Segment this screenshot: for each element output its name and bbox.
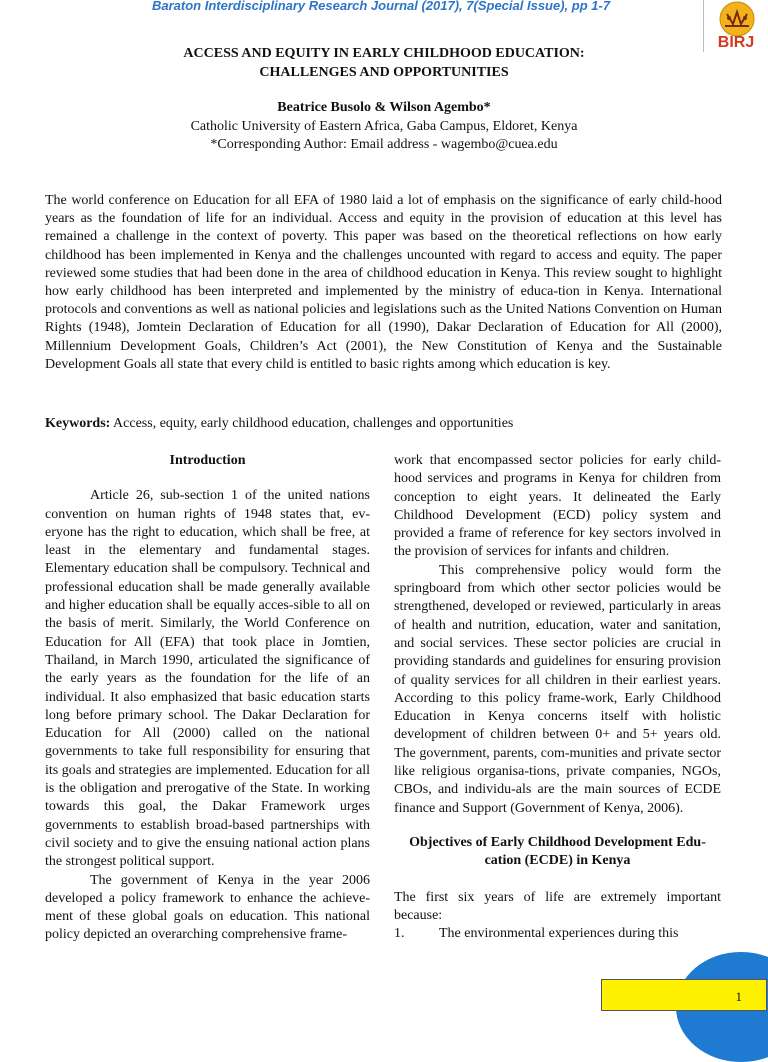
list-text: The environmental experiences during this — [439, 926, 679, 942]
paper-title — [90, 44, 678, 82]
left-column — [45, 452, 370, 945]
list-item — [394, 925, 721, 943]
list-number: 1. — [394, 926, 405, 942]
objectives-intro: The first six years of life are extremely important because: — [394, 889, 721, 923]
right-column — [394, 452, 721, 943]
intro-paragraph-1: Article 26, sub-section 1 of the united nations convention on human rights of 1948 states that, ev-eryone has the right to education, which shall be free, at least in the elementary and fundamental stages. Elementary education shall be compulsory. Technical and professional education shall be made generally available and higher education shall be equally acces-sible to all on the basis of merit. Similarly, the World Conference on Education for All (EFA) that took place in Jomtien, Thailand, in March 1990, articulated the significance of the early years as the foundation for the life of an individual. It also emphasized that basic education starts long before primary school. The Dakar Declaration for Education for All (2000) called on the national governments to take full responsibility for ensuring that its goals and strategies are implemented. Education for all is the obligation and prerogative of the State. In working towards this goal, the Dakar Framework urges governments to establish broad-based partnerships with civil society and to give the ensuing national action plans the strongest political support. — [45, 488, 370, 870]
journal-logo — [703, 0, 768, 52]
abstract: The world conference on Education for all EFA of 1980 laid a lot of emphasis on the significance of early child-hood years as the foundation of life for an individual. Access and equity in the provision of education at this level has remained a challenge in the context of poverty. This paper was based on the theoretical reflections on how early childhood has been implemented in Kenya and the challenges uncounted with regard to access and equity. The paper reviewed some studies that had been done in the area of childhood education in Kenya. This review sought to highlight how early childhood has been interpreted and implemented by the ministry of educa-tion in Kenya. International protocols and conventions as well as national policies and legislations such as the United Nations Convention on Human Rights (1948), Jomtein Declaration of Education for all (1990), Dakar Declaration of Education for All (2000), Millennium Development Goals, Children’s Act (2001), the New Constitution of Kenya and the Sustainable Development Goals all state that every child is entitled to basic rights among which education is key. — [45, 193, 722, 372]
page-number-box — [601, 979, 767, 1011]
intro-paragraph-2: The government of Kenya in the year 2006 developed a policy framework to enhance the achieve-ment of these global goals on education. This national policy depicted an overarching comprehensive frame- — [45, 872, 370, 943]
affiliation: Catholic University of Eastern Africa, Gaba Campus, Eldoret, Kenya — [190, 119, 578, 134]
running-head: Baraton Interdisciplinary Research Journal (2017), 7(Special Issue), pp 1-7 — [152, 0, 611, 13]
keywords-text: Access, equity, early childhood education, challenges and opportunities — [110, 416, 514, 431]
page-number: 1 — [735, 989, 742, 1004]
keywords-label: Keywords: — [45, 416, 111, 431]
title-line-2: CHALLENGES AND OPPORTUNITIES — [259, 65, 509, 80]
right-paragraph-1: work that encompassed sector policies for early child-hood services and programs in Kenya for children from conception to eight years. It delineated the Early Childhood Development (ECD) policy system and provided a frame of reference for key sectors involved in the provision of services for infants and children. — [394, 453, 721, 560]
introduction-heading: Introduction — [169, 453, 246, 468]
keywords — [45, 415, 722, 433]
authors: Beatrice Busolo & Wilson Agembo* — [277, 100, 491, 115]
logo-text: BIRJ — [717, 34, 755, 51]
title-line-1: ACCESS AND EQUITY IN EARLY CHILDHOOD EDUCATION: — [183, 46, 585, 61]
objectives-heading: Objectives of Early Childhood Development Edu-cation (ECDE) in Kenya — [409, 834, 706, 869]
right-paragraph-2: This comprehensive policy would form the springboard from which other sector policies would be strengthened, developed or reviewed, particularly in areas of health and nutrition, education, water and sanitation, and social services. These sector policies are crucial in providing standards and guidelines for ensuring provision of quality services for all children in their earliest years. According to this policy frame-work, Early Childhood Education in Kenya concerns itself with holistic development of children between 0+ and 5+ years old. The government, parents, com-munities and private sector like religious organisa-tions, private companies, NGOs, CBOs, and individu-als are the main sources of ECDE finance and Support (Government of Kenya, 2006). — [394, 562, 721, 816]
corresponding-author: *Corresponding Author: Email address - wagembo@cuea.edu — [210, 137, 558, 152]
